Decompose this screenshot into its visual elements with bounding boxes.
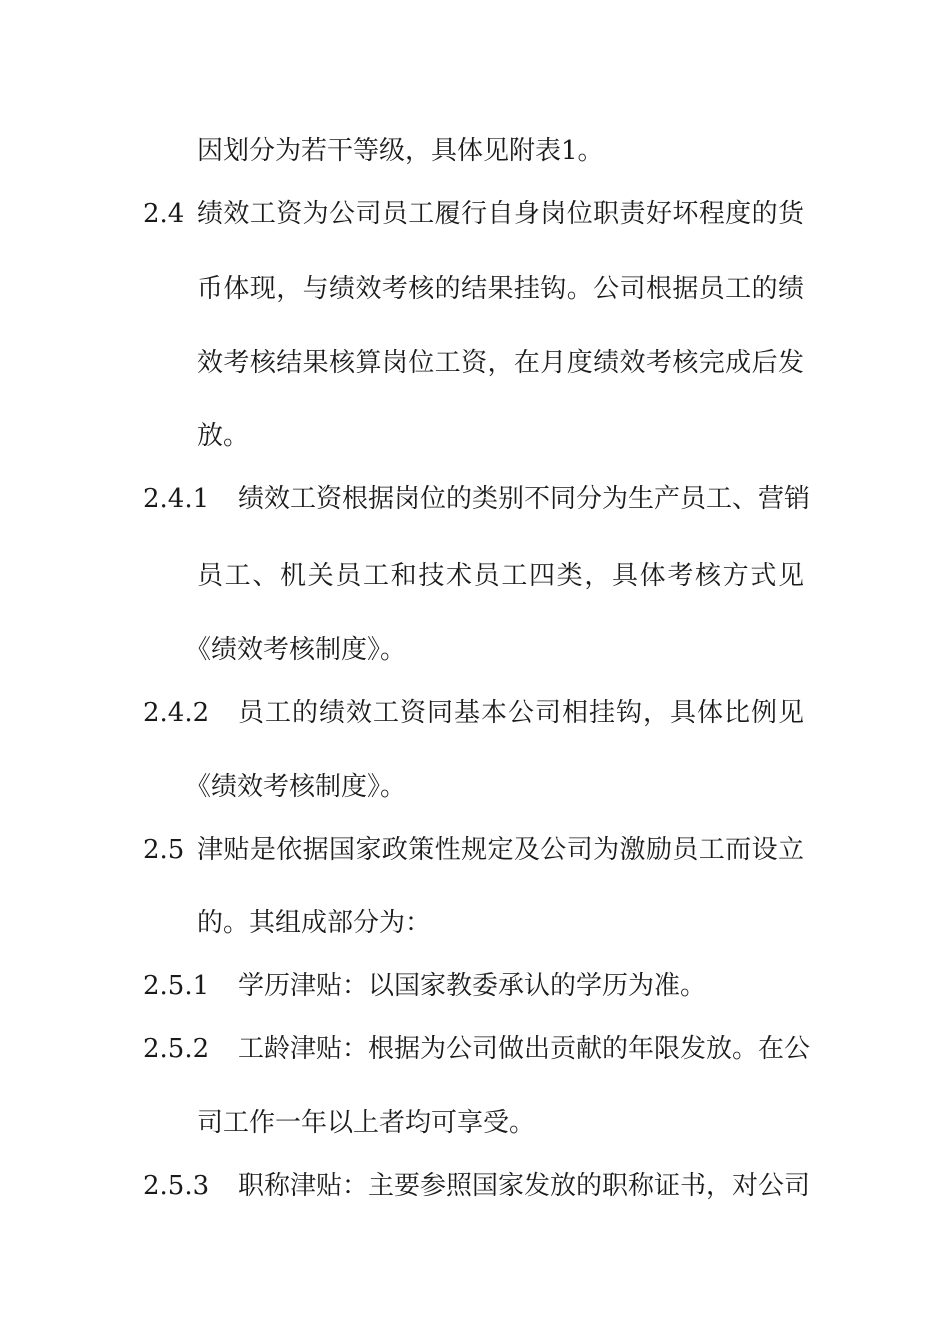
line-text: 职称津贴：主要参照国家发放的职称证书，对公司	[238, 1171, 811, 1201]
line-text: 放。	[197, 421, 250, 451]
line-text: 津贴是依据国家政策性规定及公司为激励员工而设立	[197, 835, 804, 865]
section-number: 2.5	[143, 835, 185, 865]
line-text: 《绩效考核制度》。	[185, 772, 407, 802]
line-text: 工龄津贴：根据为公司做出贡献的年限发放。在公	[238, 1034, 811, 1064]
section-number: 2.4	[143, 199, 185, 229]
line-text: 员工、机关员工和技术员工四类，具体考核方式见	[197, 561, 804, 591]
line-text: 绩效工资为公司员工履行自身岗位职责好坏程度的货	[197, 199, 804, 229]
line-text: 司工作一年以上者均可享受。	[197, 1108, 536, 1138]
section-number: 2.5.2	[143, 1034, 210, 1064]
line-text: 币体现，与绩效考核的结果挂钩。公司根据员工的绩	[197, 274, 804, 304]
section-number: 2.5.3	[143, 1171, 210, 1201]
line-text: 因划分为若干等级，具体见附表1。	[197, 136, 604, 166]
line-text: 的。其组成部分为：	[197, 908, 432, 938]
section-number: 2.4.2	[143, 698, 210, 728]
line-text: 效考核结果核算岗位工资，在月度绩效考核完成后发	[197, 348, 804, 378]
line-text: 《绩效考核制度》。	[185, 635, 407, 665]
section-number: 2.4.1	[143, 484, 210, 514]
line-text: 绩效工资根据岗位的类别不同分为生产员工、营销	[238, 484, 811, 514]
section-number: 2.5.1	[143, 971, 210, 1001]
line-text: 学历津贴：以国家教委承认的学历为准。	[238, 971, 707, 1001]
line-text: 员工的绩效工资同基本公司相挂钩，具体比例见	[238, 698, 804, 728]
